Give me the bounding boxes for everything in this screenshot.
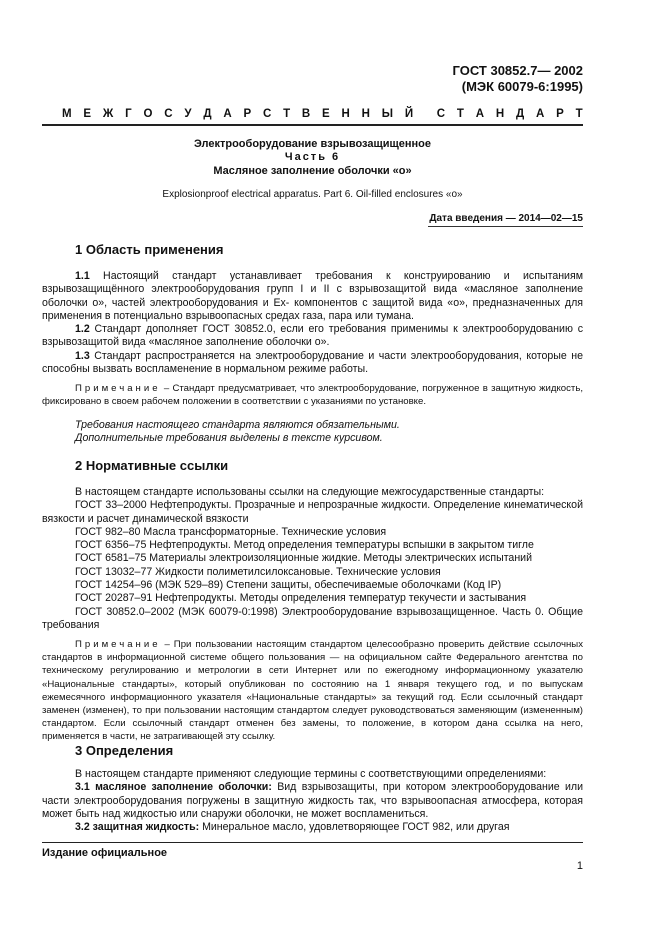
banner-letter: Т bbox=[283, 108, 291, 120]
definition-3-1-number: 3.1 bbox=[75, 781, 90, 794]
iec-equivalent: (МЭК 60079-6:1995) bbox=[461, 79, 583, 94]
references-intro: В настоящем стандарте использованы ссылки на следующие межгосударственные стандарты: bbox=[75, 486, 545, 498]
banner-letter: Д bbox=[203, 108, 212, 120]
normative-references bbox=[42, 486, 583, 632]
reference-item: ГОСТ 14254–96 (МЭК 529–89) Степени защиты, обеспечиваемые оболочками (Код IP) bbox=[75, 579, 502, 592]
reference-list bbox=[42, 499, 583, 632]
clause-1-2-number: 1.2 bbox=[75, 323, 90, 336]
doc-title-line3: Масляное заполнение оболочки «о» bbox=[213, 165, 412, 177]
banner-letter: Г bbox=[125, 108, 132, 120]
definition-3-2-text: Минеральное масло, удовлетворяющее ГОСТ 982, или другая bbox=[199, 821, 510, 834]
banner-letter: Е bbox=[83, 108, 92, 120]
banner-letter: Ы bbox=[381, 108, 394, 120]
official-edition-label: Издание официальное bbox=[42, 847, 168, 859]
clause-1-3-number: 1.3 bbox=[75, 349, 90, 362]
banner-letter: М bbox=[62, 108, 72, 120]
banner-letter: В bbox=[301, 108, 311, 120]
banner-letter: Р bbox=[243, 108, 252, 120]
clause-1-3-text: Стандарт распространяется на электрооборудование и части электрооборудования, которые не способны вызвать воспламенение в нормальном режиме работы. bbox=[42, 349, 583, 376]
section-1-body bbox=[42, 270, 583, 376]
definition-3-2-number: 3.2 bbox=[75, 821, 90, 834]
note-text: – При пользовании настоящим стандартом целесообразно проверить действие ссылочных стандартов в информационной системе общего пользования — на официальном сайте Федерального агентства по техническому регулированию и метрологии в сети Интернет или по ежегодному информационному указателю «Национальные стандарты», который опубликован по состоянию на 1 января текущего год, и по выпускам ежемесячного информационного указателя «Национальные стандарты» за текущий год. Если ссылочный стандарт заменен (изменен), то при пользовании настоящим стандартом следует руководствоваться заменяющим (измененным) стандартом. Если ссылочный стандарт отменен без замены, то положение, в котором дана ссылка на него, применяется в части, не затрагивающей эту ссылку. bbox=[42, 639, 583, 743]
banner-letter: А bbox=[535, 108, 545, 120]
banner-letter: Н bbox=[361, 108, 370, 120]
reference-item: ГОСТ 6581–75 Материалы электроизоляционные жидкие. Методы электрических испытаний bbox=[75, 552, 533, 565]
mandatory-line: Требования настоящего стандарта являются обязательными. bbox=[75, 419, 400, 431]
section-3-heading: 3 Определения bbox=[75, 743, 174, 758]
banner-letter: А bbox=[223, 108, 232, 120]
section-2-note bbox=[42, 638, 583, 744]
section-2-heading: 2 Нормативные ссылки bbox=[75, 458, 229, 473]
banner-letter: С bbox=[262, 108, 272, 120]
page-number: 1 bbox=[576, 860, 583, 872]
section-3-body bbox=[42, 768, 583, 834]
reference-item: ГОСТ 6356–75 Нефтепродукты. Метод определения температуры вспышки в закрытом тигле bbox=[75, 539, 534, 552]
banner-letter: О bbox=[143, 108, 153, 120]
reference-item: ГОСТ 33–2000 Нефтепродукты. Прозрачные и непрозрачные жидкости. Определение кинематической вязкости и расчет динамической вязкости bbox=[42, 499, 583, 525]
definition-3-1-text: Вид взрывозащиты, при котором электрооборудование или части электрооборудования погружены в защитную жидкость так, что взрывоопасная атмосфера, которая может быть над жидкостью или снаружи оболочки, не может воспламениться. bbox=[42, 781, 583, 820]
reference-item: ГОСТ 30852.0–2002 (МЭК 60079-0:1998) Электрооборудование взрывозащищенное. Часть 0. Общие требования bbox=[42, 605, 583, 631]
doc-title-part: Часть 6 bbox=[284, 151, 341, 163]
section-1-note bbox=[42, 382, 583, 408]
reference-item: ГОСТ 20287–91 Нефтепродукты. Методы определения температур текучести и застывания bbox=[75, 592, 527, 605]
banner-letter: С bbox=[436, 108, 446, 120]
standard-number: ГОСТ 30852.7— 2002 bbox=[452, 63, 583, 78]
reference-item: ГОСТ 982–80 Масла трансформаторные. Технические условия bbox=[75, 525, 387, 538]
banner-letter: У bbox=[184, 108, 192, 120]
italic-note-line: Дополнительные требования выделены в тексте курсивом. bbox=[75, 432, 383, 445]
mandatory-remarks bbox=[42, 419, 583, 446]
english-title: Explosionproof electrical apparatus. Part 6. Oil-filled enclosures «о» bbox=[162, 189, 463, 200]
banner-letter: Н bbox=[341, 108, 350, 120]
definitions-intro: В настоящем стандарте применяют следующие термины с соответствующими определениями: bbox=[75, 768, 547, 780]
date-rule bbox=[428, 226, 583, 227]
banner-letter: Р bbox=[556, 108, 564, 120]
banner-letter: С bbox=[164, 108, 173, 120]
banner-letter: Т bbox=[575, 108, 583, 120]
document-code bbox=[453, 63, 583, 95]
banner-letter: Е bbox=[322, 108, 330, 120]
banner-letter: Ж bbox=[102, 108, 114, 120]
banner-letter: Т bbox=[456, 108, 464, 120]
introduction-date: Дата введения — 2014—02—15 bbox=[429, 213, 583, 224]
header-rule bbox=[42, 124, 583, 126]
definition-3-1-term: масляное заполнение оболочки: bbox=[89, 781, 272, 794]
note-label: Примечание bbox=[75, 639, 161, 650]
note-label: Примечание bbox=[75, 383, 161, 394]
clause-1-1-number: 1.1 bbox=[75, 270, 90, 282]
clause-1-2-text: Стандарт дополняет ГОСТ 30852.0, если его требования применимы к электрооборудованию с взрывозащитой вида «масляное заполнение оболочки о». bbox=[42, 323, 583, 349]
clause-1-1-text: Настоящий стандарт устанавливает требования к конструированию и испытаниям взрывозащищённого электрооборудования групп I и II с взрывозащитой вида «масляное заполнение оболочки о», частей электрооборудования и Ex- компонентов с защитой вида «о», предназначенных для применения в потенциально взрывоопасных средах газа, пара или тумана. bbox=[42, 270, 583, 322]
interstate-standard-banner bbox=[62, 108, 583, 120]
banner-letter: Н bbox=[495, 108, 505, 120]
reference-item: ГОСТ 13032–77 Жидкости полиметилсилоксановые. Технические условия bbox=[75, 565, 441, 578]
banner-letter: Й bbox=[404, 108, 414, 120]
banner-letter: Д bbox=[515, 108, 525, 120]
definition-3-2-term: защитная жидкость: bbox=[89, 821, 200, 834]
section-1-heading: 1 Область применения bbox=[75, 242, 224, 257]
footer-rule bbox=[42, 842, 583, 843]
doc-title-line1: Электрооборудование взрывозащищенное bbox=[193, 138, 432, 150]
banner-letter: А bbox=[475, 108, 485, 120]
note-text: – Стандарт предусматривает, что электрооборудование, погруженное в защитную жидкость, фиксировано в своем рабочем положении в соответствии с указаниями по установке. bbox=[42, 383, 583, 408]
